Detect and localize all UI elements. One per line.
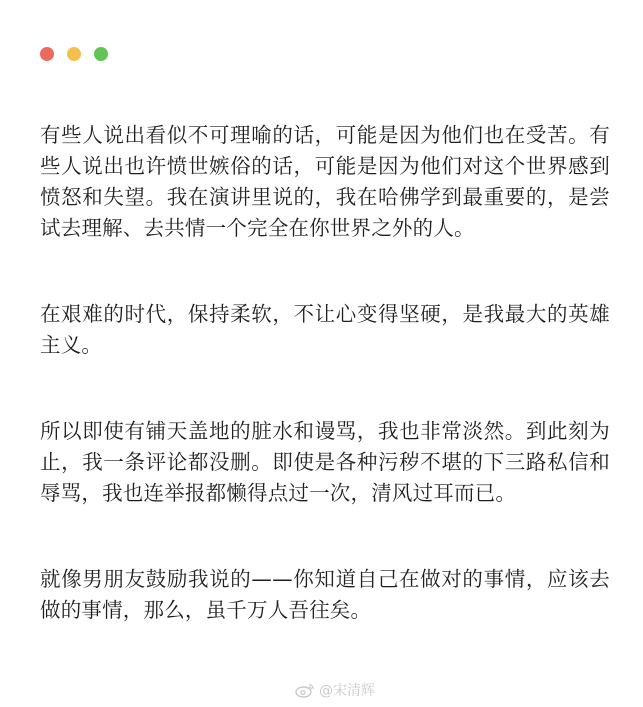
window-controls xyxy=(40,47,108,61)
note-content xyxy=(40,120,610,626)
minimize-window-button[interactable] xyxy=(67,47,81,61)
watermark-text: @宋清辉 xyxy=(319,683,375,699)
paragraph-1: 有些人说出看似不可理喻的话，可能是因为他们也在受苦。有些人说出也许愤世嫉俗的话，可能是因为他们对这个世界感到愤怒和失望。我在演讲里说的，我在哈佛学到最重要的，是尝试去理解、去共情一个完全在你世界之外的人。 xyxy=(40,123,610,240)
paragraph-3: 所以即使有铺天盖地的脏水和谩骂，我也非常淡然。到此刻为止，我一条评论都没删。即使是各种污秽不堪的下三路私信和辱骂，我也连举报都懒得点过一次，清风过耳而已。 xyxy=(40,419,610,505)
paragraph-4: 就像男朋友鼓励我说的——你知道自己在做对的事情，应该去做的事情，那么，虽千万人吾往矣。 xyxy=(40,567,610,622)
maximize-window-button[interactable] xyxy=(94,47,108,61)
weibo-icon xyxy=(295,682,315,698)
close-window-button[interactable] xyxy=(40,47,54,61)
watermark xyxy=(295,680,375,700)
paragraph-2: 在艰难的时代，保持柔软，不让心变得坚硬，是我最大的英雄主义。 xyxy=(40,302,610,357)
